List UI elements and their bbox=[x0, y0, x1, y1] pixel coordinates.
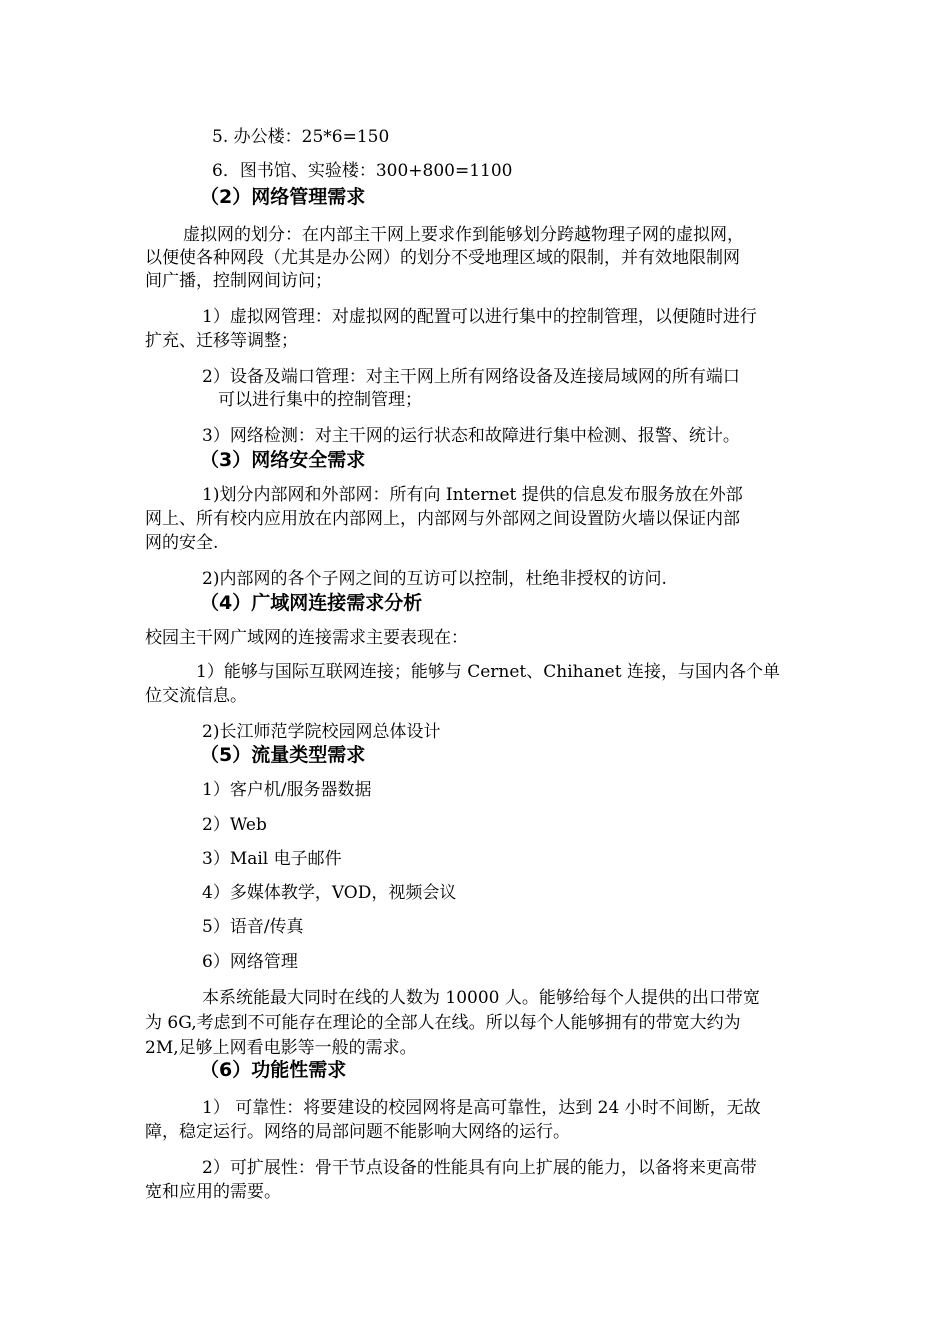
section-heading-functional: （6）功能性需求 bbox=[200, 1059, 347, 1081]
paragraph-line: 1） 可靠性：将要建设的校园网将是高可靠性，达到 24 小时不间断，无故 bbox=[202, 1098, 761, 1118]
list-item: 3）Mail 电子邮件 bbox=[202, 849, 342, 869]
paragraph-line: 扩充、迁移等调整； bbox=[145, 331, 298, 351]
paragraph-line: 本系统能最大同时在线的人数为 10000 人。能够给每个人提供的出口带宽 bbox=[202, 988, 760, 1008]
paragraph-line: 1）能够与国际互联网连接；能够与 Cernet、Chihanet 连接，与国内各个单 bbox=[196, 662, 780, 682]
list-item: 5）语音/传真 bbox=[202, 917, 304, 937]
section-heading-wan-connection: （4）广域网连接需求分析 bbox=[200, 592, 423, 614]
paragraph-line: 2）可扩展性：骨干节点设备的性能具有向上扩展的能力，以备将来更高带 bbox=[202, 1158, 757, 1178]
paragraph-line: 网的安全. bbox=[145, 533, 219, 553]
paragraph-line: 虚拟网的划分：在内部主干网上要求作到能够划分跨越物理子网的虚拟网， bbox=[183, 225, 744, 245]
list-item: 1）客户机/服务器数据 bbox=[202, 780, 372, 800]
paragraph-line: 2）设备及端口管理：对主干网上所有网络设备及连接局域网的所有端口 bbox=[202, 367, 740, 387]
list-item-library-lab: 6．图书馆、实验楼：300+800=1100 bbox=[212, 161, 513, 181]
paragraph-line: 网上、所有校内应用放在内部网上，内部网与外部网之间设置防火墙以保证内部 bbox=[145, 509, 740, 529]
paragraph-line: 间广播，控制网间访问； bbox=[145, 271, 332, 291]
paragraph-line: 3）网络检测：对主干网的运行状态和故障进行集中检测、报警、统计。 bbox=[202, 426, 740, 446]
list-item: 6）网络管理 bbox=[202, 952, 298, 972]
paragraph-line: 位交流信息。 bbox=[145, 686, 247, 706]
paragraph-line: 2M,足够上网看电影等一般的需求。 bbox=[145, 1038, 417, 1058]
paragraph-line: 1）虚拟网管理：对虚拟网的配置可以进行集中的控制管理，以便随时进行 bbox=[202, 307, 757, 327]
paragraph-line: 1)划分内部网和外部网：所有向 Internet 提供的信息发布服务放在外部 bbox=[202, 485, 743, 505]
paragraph-line: 可以进行集中的控制管理； bbox=[218, 390, 422, 410]
paragraph-line: 2)长江师范学院校园网总体设计 bbox=[202, 722, 441, 742]
paragraph-line: 校园主干网广域网的连接需求主要表现在： bbox=[145, 628, 468, 648]
list-item: 4）多媒体教学，VOD，视频会议 bbox=[202, 883, 457, 903]
paragraph-line: 宽和应用的需要。 bbox=[145, 1182, 281, 1202]
section-heading-traffic-types: （5）流量类型需求 bbox=[200, 744, 366, 766]
paragraph-line: 障，稳定运行。网络的局部问题不能影响大网络的运行。 bbox=[145, 1122, 570, 1142]
paragraph-line: 为 6G,考虑到不可能存在理论的全部人在线。所以每个人能够拥有的带宽大约为 bbox=[145, 1013, 741, 1033]
list-item-office-building: 5. 办公楼：25*6=150 bbox=[212, 127, 390, 147]
list-item: 2）Web bbox=[202, 815, 267, 835]
section-heading-network-management: （2）网络管理需求 bbox=[200, 186, 366, 208]
paragraph-line: 以便使各种网段（尤其是办公网）的划分不受地理区域的限制，并有效地限制网 bbox=[145, 248, 740, 268]
section-heading-network-security: （3）网络安全需求 bbox=[200, 449, 366, 471]
paragraph-line: 2)内部网的各个子网之间的互访可以控制，杜绝非授权的访问. bbox=[202, 569, 667, 589]
